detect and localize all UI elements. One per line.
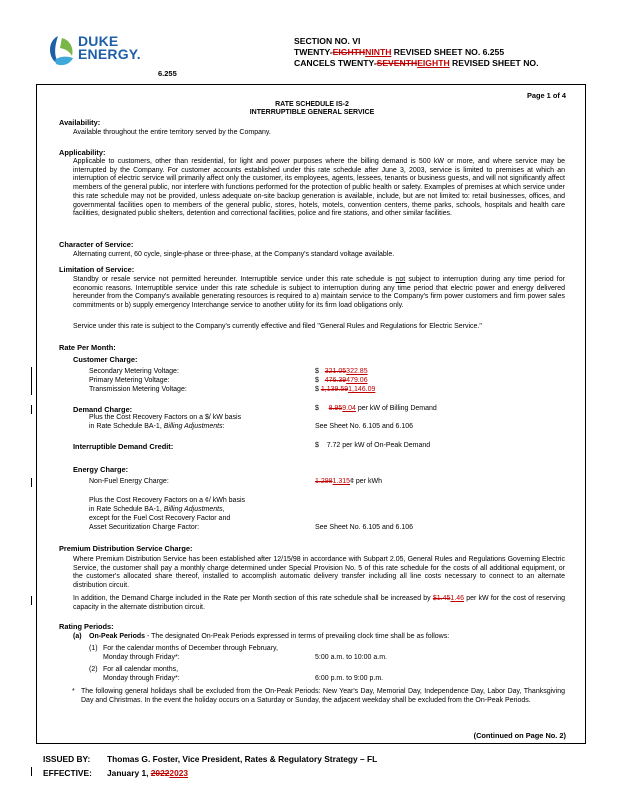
energy-note-1: Plus the Cost Recovery Factors on a ¢/ kWh basis <box>89 497 246 504</box>
period-1-time: 5:00 a.m. to 10:00 a.m. <box>315 654 387 661</box>
limitation-text: Standby or resale service not permitted hereunder. Interruptible service under this rate schedule is not subject to interruption during any time period for economic reasons. Interruptible service under this rate schedule is subject to interruption during any time period that electric power and energy delivered hereunder from the Company's available generating resources is required to a) maintain service to the Company's firm power customers and firm power sales commitments or b) supply emergency Interchange service to another utility for its firm load obligations only. <box>73 276 565 310</box>
holiday-note: The following general holidays shall be excluded from the On-Peak Periods: New Year's Day, Memorial Day, Independence Day, Labor Day, Thanksgiving Day and Christmas. In the event the holiday occurs on a Saturday or Sunday, the adjacent weekday shall be excluded from the On-Peak Periods. <box>81 688 565 704</box>
secondary-value: $ 321.05322.85 <box>315 368 368 375</box>
rate-schedule-subtitle: INTERRUPTIBLE GENERAL SERVICE <box>249 109 375 116</box>
demand-charge-label: Demand Charge: <box>73 405 133 414</box>
premium-heading: Premium Distribution Service Charge: <box>59 544 193 553</box>
character-heading: Character of Service: <box>59 240 134 249</box>
logo-sheet-number: 6.255 <box>158 69 177 78</box>
energy-note-2: in Rate Schedule BA-1, Billing Adjustments, <box>89 506 225 513</box>
energy-charge-heading: Energy Charge: <box>73 465 129 474</box>
period-1-line2: Monday through Friday*: <box>103 654 180 661</box>
rating-heading: Rating Periods: <box>59 622 114 631</box>
change-bar <box>31 767 32 776</box>
customer-charge-heading: Customer Charge: <box>73 355 138 364</box>
issued-by: Thomas G. Foster, Vice President, Rates & Regulatory Strategy – FL <box>107 754 378 764</box>
page-label: Page 1 of 4 <box>526 91 566 100</box>
change-bar <box>31 367 32 395</box>
change-bar <box>31 478 32 487</box>
credit-value: $ 7.72 per kW of On-Peak Demand <box>315 442 431 449</box>
change-bar <box>31 596 32 605</box>
section-number: SECTION NO. VI <box>294 36 361 46</box>
continued-label: (Continued on Page No. 2) <box>473 731 566 740</box>
logo-line1: DUKE <box>78 33 119 49</box>
period-2-line2: Monday through Friday*: <box>103 675 180 682</box>
secondary-label: Secondary Metering Voltage: <box>89 368 179 375</box>
premium-text: Where Premium Distribution Service has been established after 12/15/98 in accordance with Subpart 2.05, General Rules and Regulations Governing Electric Service, the customer shall pay a monthly charge determined under Special Provision No. 5 of this rate schedule for the costs of all additional equipment, or the customer's allocated share thereof, installed to accomplish automatic delivery transfer including all line costs necessary to connect to an alternate distribution circuit. <box>73 556 565 590</box>
demand-note-1: Plus the Cost Recovery Factors on a $/ kW basis <box>89 414 242 421</box>
limitation-rules-text: Service under this rate is subject to the Company's currently effective and filed "General Rules and Regulations for Electric Service." <box>73 323 482 330</box>
demand-note-2: in Rate Schedule BA-1, Billing Adjustments: <box>89 423 225 430</box>
rate-schedule-title: RATE SCHEDULE IS-2 <box>275 101 349 108</box>
availability-text: Available throughout the entire territory served by the Company. <box>73 129 271 136</box>
on-peak-label: (a) <box>73 633 82 640</box>
duke-energy-mark-icon <box>46 34 76 68</box>
effective-date: January 1, 20222023 <box>107 768 189 778</box>
nonfuel-value: 1.2981.315¢ per kWh <box>315 478 382 485</box>
credit-label: Interruptible Demand Credit: <box>73 442 174 451</box>
applicability-text: Applicable to customers, other than residential, for light and power purposes where the billing demand is 500 kW or more, and where service may be interrupted by the Company. For customer accounts established under this rate schedule after June 3, 2003, service is limited to premises at which an interruption of electric service will primarily affect only the customer, its employees, agents, lessees, tenants or business guests, and will not significantly affect members of the general public, nor interfere with functions performed for the protection of public health or safety. Examples of premises at which service under this rate schedule may not be provided, unless adequate on-site backup generation is available, include, but are not limited to: retail businesses, offices, and governmental facilities open to members of the general public, stores, hotels, motels, convention centers, theme parks, schools, hospitals and health care facilities, designated public shelters, detention and correctional facilities, police and fire stations, and other similar facilities. <box>73 158 565 218</box>
holiday-note-star: * <box>72 688 75 695</box>
effective-label: EFFECTIVE: <box>43 768 92 778</box>
premium-demand-text: In addition, the Demand Charge included in the Rate per Month section of this rate schedule shall be increased by $1.451.46 per kW for the cost of reserving capacity in the alternate distribution circuit. <box>73 595 565 611</box>
energy-note-4: Asset Securitization Charge Factor: <box>89 524 200 531</box>
limitation-heading: Limitation of Service: <box>59 265 135 274</box>
rate-heading: Rate Per Month: <box>59 343 116 352</box>
period-1-line1: For the calendar months of December through February, <box>103 645 278 652</box>
period-2-time: 6:00 p.m. to 9:00 p.m. <box>315 675 384 682</box>
transmission-value: $ 1,139.591,146.09 <box>315 386 376 393</box>
transmission-label: Transmission Metering Voltage: <box>89 386 187 393</box>
availability-heading: Availability: <box>59 118 101 127</box>
demand-charge-value: $ 8.959.04 per kW of Billing Demand <box>315 405 437 412</box>
change-bar <box>31 405 32 414</box>
logo-line2: ENERGY. <box>78 46 141 62</box>
period-2-number: (2) <box>89 666 98 673</box>
issued-label: ISSUED BY: <box>43 754 91 764</box>
period-1-number: (1) <box>89 645 98 652</box>
duke-energy-logo <box>46 32 156 72</box>
character-text: Alternating current, 60 cycle, single-phase or three-phase, at the Company's standard voltage available. <box>73 251 395 258</box>
primary-label: Primary Metering Voltage: <box>89 377 170 384</box>
demand-see-sheet: See Sheet No. 6.105 and 6.106 <box>315 423 414 430</box>
cancels-sheet-line: CANCELS TWENTY-SEVENTHEIGHTH REVISED SHEET NO. <box>294 58 539 68</box>
primary-value: $ 476.39479.06 <box>315 377 368 384</box>
energy-see-sheet: See Sheet No. 6.105 and 6.106 <box>315 524 414 531</box>
on-peak-text: On-Peak Periods - The designated On-Peak Periods expressed in terms of prevailing clock time shall be as follows: <box>89 633 450 640</box>
nonfuel-label: Non-Fuel Energy Charge: <box>89 478 169 485</box>
revised-sheet-line: TWENTY-EIGHTHNINTH REVISED SHEET NO. 6.255 <box>294 47 505 57</box>
energy-note-3: except for the Fuel Cost Recovery Factor and <box>89 515 231 522</box>
applicability-heading: Applicability: <box>59 148 106 157</box>
period-2-line1: For all calendar months, <box>103 666 179 673</box>
